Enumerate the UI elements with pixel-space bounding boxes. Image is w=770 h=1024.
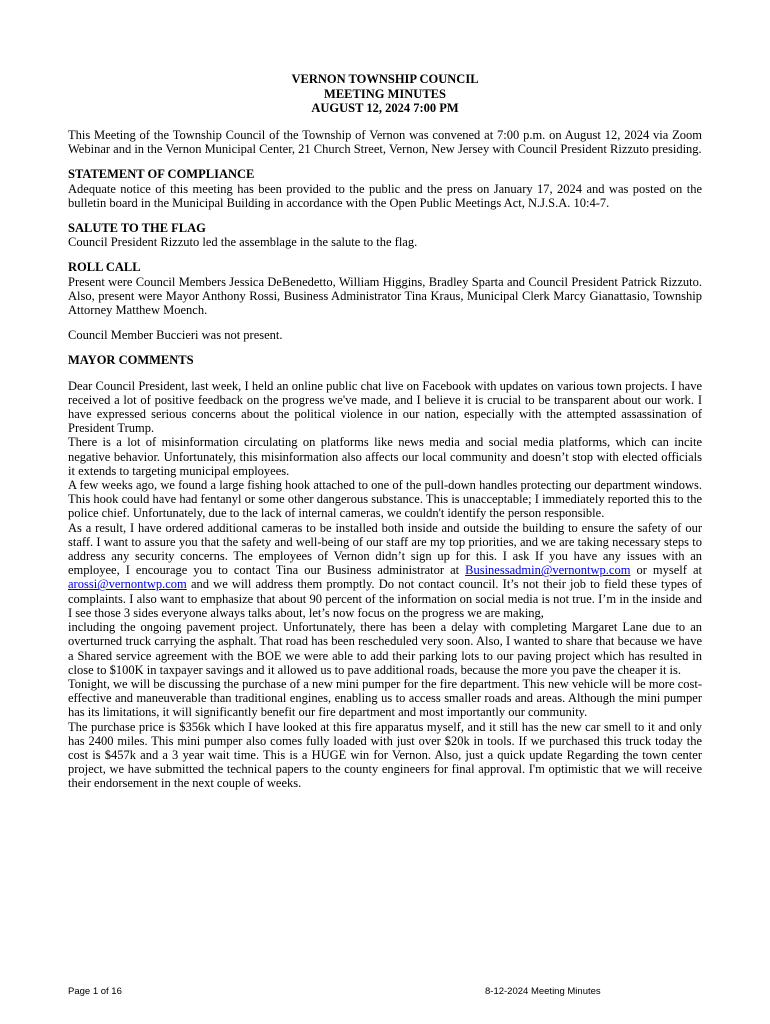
flag-paragraph: Council President Rizzuto led the assemblage in the salute to the flag.: [68, 235, 418, 250]
header-org: VERNON TOWNSHIP COUNCIL: [291, 72, 479, 86]
mayor-paragraph-7: The purchase price is $356k which I have looked at this fire apparatus myself, and it still has the new car smell to it and only has 2400 miles. This mini pumper also comes fully loaded with just over $20k in tools. If we purchased this truck today the cost is $457k and a 3 year wait time. This is a HUGE win for Vernon. Also, just a quick update Regarding the town center project, we have submitted the technical papers to the county engineers for final approval. I'm optimistic that we will receive their endorsement in the next couple of weeks.: [68, 719, 702, 791]
mayor-paragraph-4: [68, 521, 702, 620]
page-number: Page 1 of 16: [68, 986, 122, 997]
flag-heading: SALUTE TO THE FLAG: [68, 221, 206, 236]
document-footer-title: 8-12-2024 Meeting Minutes: [485, 986, 601, 997]
mayor-paragraph-4-part-b: or myself at: [630, 563, 702, 578]
intro-paragraph: This Meeting of the Township Council of the Township of Vernon was convened at 7:00 p.m. on August 12, 2024 via Zoom Webinar and in the Vernon Municipal Center, 21 Church Street, Vernon, New Jersey with Council President Rizzuto presiding.: [68, 128, 702, 157]
mayor-paragraph-6: Tonight, we will be discussing the purchase of a new mini pumper for the fire department. This new vehicle will be more cost-effective and maneuverable than traditional engines, enabling us to access smaller roads and areas. Although the mini pumper has its limitations, it will significantly benefit our fire department and most importantly our community.: [68, 676, 702, 720]
compliance-paragraph: Adequate notice of this meeting has been provided to the public and the press on January 17, 2024 and was posted on the bulletin board in the Municipal Building in accordance with the Open Public Meetings Act, N.J.S.A. 10:4-7.: [68, 181, 702, 210]
mayor-paragraph-4-part-c: and we will address them promptly. Do not contact council. It’s not their job to field these types of complaints. I also want to emphasize that about 90 percent of the information on social media is not true. I’m in the inside and I see those 3 sides everyone always talks about, let’s now focus on the progress we are making,: [68, 577, 702, 620]
roll-call-paragraph: Present were Council Members Jessica DeBenedetto, William Higgins, Bradley Sparta and Council President Patrick Rizzuto. Also, present were Mayor Anthony Rossi, Business Administrator Tina Kraus, Municipal Clerk Marcy Gianattasio, Township Attorney Matthew Moench.: [68, 274, 702, 318]
roll-call-heading: ROLL CALL: [68, 260, 141, 275]
absent-note: Council Member Buccieri was not present.: [68, 328, 283, 343]
business-admin-email-link[interactable]: Businessadmin@vernontwp.com: [465, 563, 631, 578]
mayor-email-link[interactable]: arossi@vernontwp.com: [68, 577, 187, 592]
mayor-paragraph-4-part-a: As a result, I have ordered additional cameras to be installed both inside and outside the building to ensure the safety of our staff. I want to assure you that the safety and well-being of our staff are my top priorities, and we are taking necessary steps to address any security concerns. The employees of Vernon didn’t sign up for this. I ask If you have any issues with an employee, I encourage you to contact Tina our Business administrator at: [68, 520, 702, 578]
header-date: AUGUST 12, 2024 7:00 PM: [311, 101, 459, 115]
mayor-comments-heading: MAYOR COMMENTS: [68, 353, 194, 368]
header-title: MEETING MINUTES: [324, 86, 446, 101]
document-body: [68, 128, 702, 791]
document-header: [0, 72, 770, 116]
mayor-paragraph-2: There is a lot of misinformation circulating on platforms like news media and social media platforms, which can incite negative behavior. Unfortunately, this misinformation also affects our local community and doesn’t stop with elected officials it extends to targeting municipal employees.: [68, 435, 702, 478]
mayor-paragraph-3: A few weeks ago, we found a large fishing hook attached to one of the pull-down handles protecting our department windows. This hook could have had fentanyl or some other dangerous substance. This is unacceptable; I immediately reported this to the police chief. Unfortunately, due to the lack of internal cameras, we couldn't identify the person responsible.: [68, 478, 702, 521]
compliance-heading: STATEMENT OF COMPLIANCE: [68, 167, 255, 182]
mayor-paragraph-5: including the ongoing pavement project. Unfortunately, there has been a delay with completing Margaret Lane due to an overturned truck carrying the asphalt. That road has been rescheduled very soon. Also, I wanted to share that because we have a Shared service agreement with the BOE we were able to add their parking lots to our paving project which has resulted in close to $100K in taxpayer savings and it allowed us to pave additional roads, because the more you pave the cheaper it is.: [68, 620, 702, 677]
mayor-paragraph-1: Dear Council President, last week, I held an online public chat live on Facebook with updates on various town projects. I have received a lot of positive feedback on the progress we've made, and I believe it is crucial to be transparent about our work. I have expressed serious concerns about the political violence in our nation, especially with the attempted assassination of President Trump.: [68, 378, 702, 436]
